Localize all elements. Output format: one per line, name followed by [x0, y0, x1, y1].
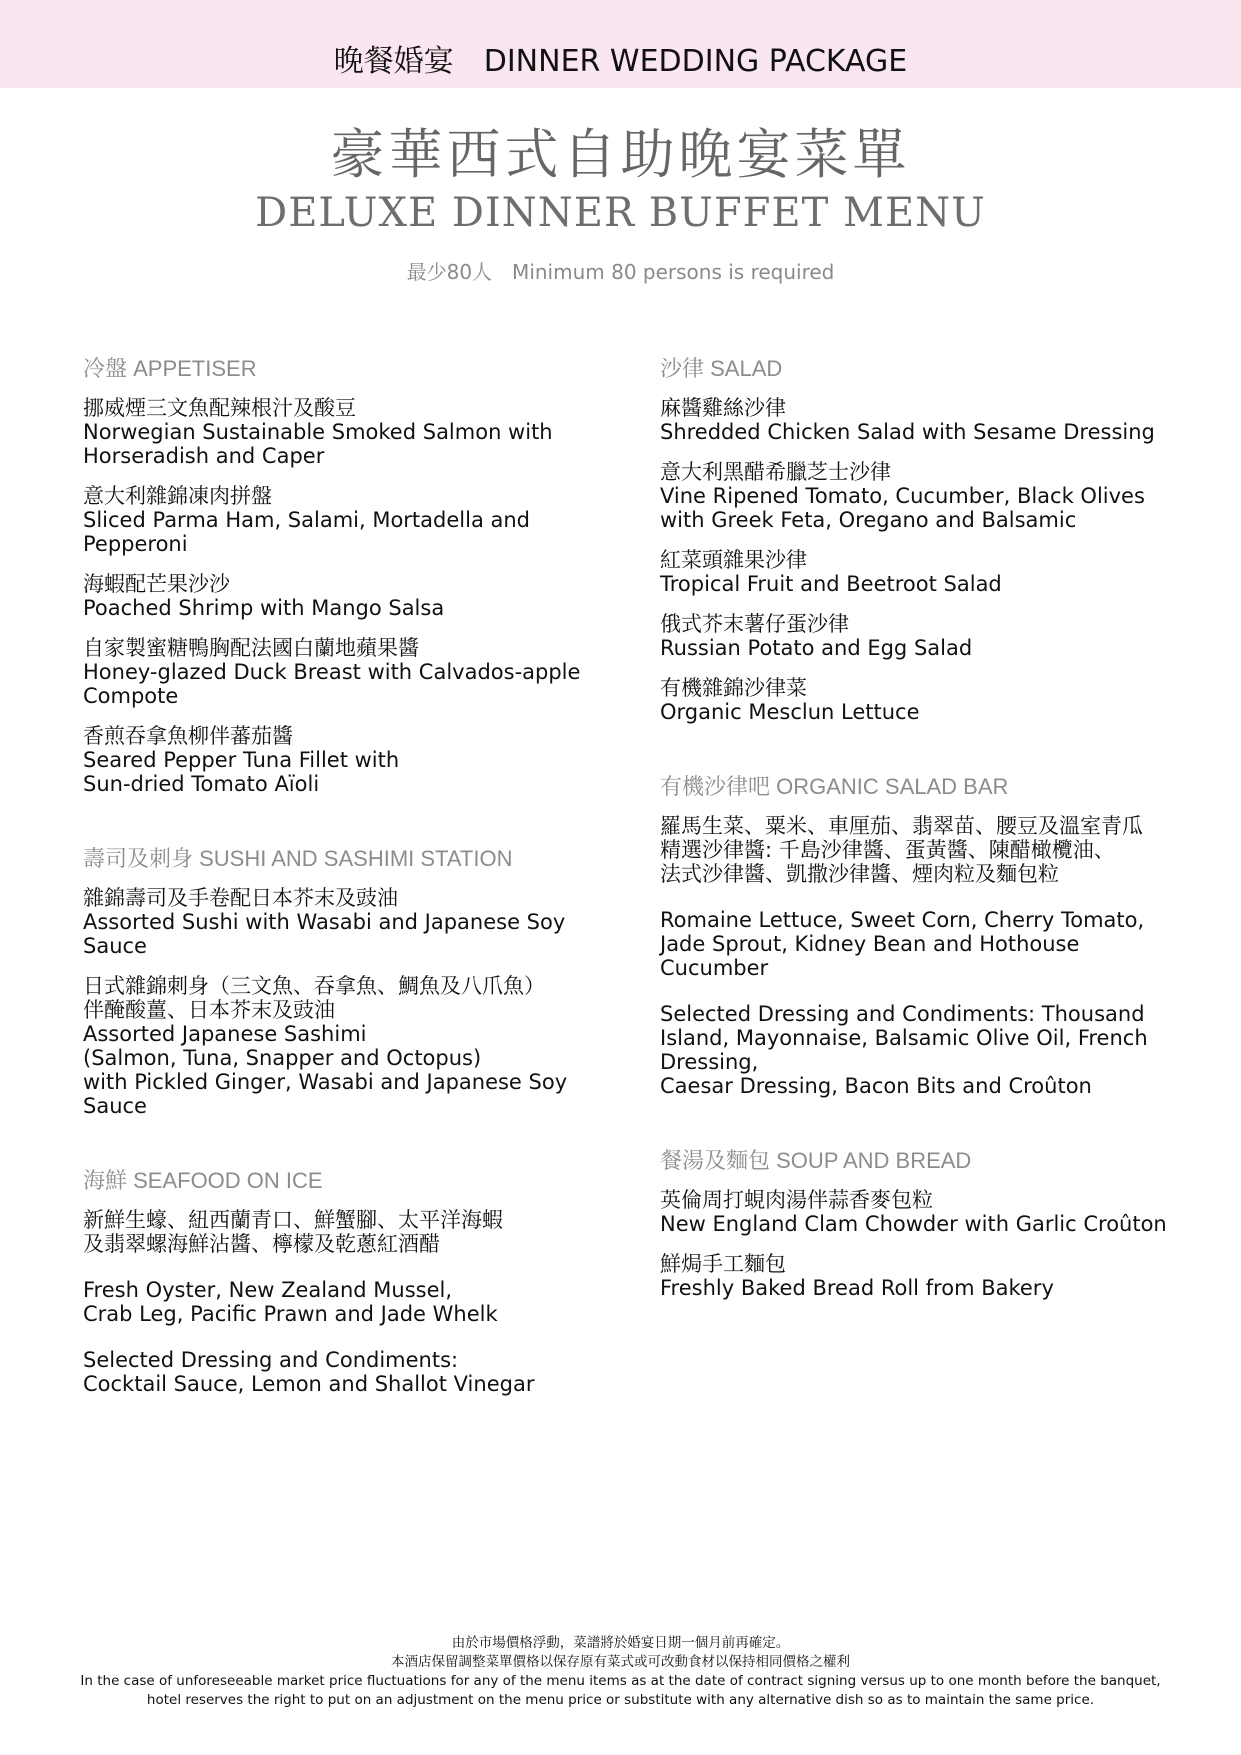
dish-name-english: Russian Potato and Egg Salad: [660, 636, 973, 660]
dish-name-english: Sun-dried Tomato Aïoli: [83, 772, 320, 796]
dish-name-english: Island, Mayonnaise, Balsamic Olive Oil, French: [660, 1026, 1148, 1050]
dish-name-english: with Pickled Ginger, Wasabi and Japanese Soy: [83, 1070, 568, 1094]
dish-name-english: Caesar Dressing, Bacon Bits and Croûton: [660, 1074, 1092, 1098]
menu-item: [83, 636, 623, 708]
dish-name-english: Sauce: [83, 1094, 147, 1118]
menu-item: [83, 974, 623, 1118]
dish-name-english: Fresh Oyster, New Zealand Mussel,: [83, 1278, 453, 1302]
menu-items: [660, 1188, 1220, 1300]
dish-name-chinese: 香煎吞拿魚柳伴蕃茄醬: [83, 724, 293, 748]
disclaimer-line: 由於市場價格浮動，菜譜將於婚宴日期一個月前再確定。: [451, 1635, 790, 1651]
section-heading: 冷盤 APPETISER: [83, 356, 257, 381]
dish-name-chinese: 麻醬雞絲沙律: [660, 396, 786, 420]
dish-name-chinese: 英倫周打蜆肉湯伴蒜香麥包粒: [660, 1188, 933, 1212]
right-column: [660, 354, 1220, 1348]
seafood-section: [83, 1166, 623, 1396]
dish-name-english: with Greek Feta, Oregano and Balsamic: [660, 508, 1077, 532]
menu-title-english: DELUXE DINNER BUFFET MENU: [255, 190, 986, 236]
disclaimer-line: 本酒店保留調整菜單價格以保存原有菜式或可改動食材以保持相同價格之權利: [391, 1654, 850, 1670]
dish-name-english: Cucumber: [660, 956, 769, 980]
dish-name-chinese: 鮮焗手工麵包: [660, 1252, 786, 1276]
dish-name-english: New England Clam Chowder with Garlic Croûton: [660, 1212, 1167, 1236]
dish-name-english: Assorted Japanese Sashimi: [83, 1022, 367, 1046]
section-heading: 沙律 SALAD: [660, 356, 783, 381]
menu-item: [660, 676, 1220, 724]
section-heading: 海鮮 SEAFOOD ON ICE: [83, 1168, 323, 1193]
dish-name-english: Tropical Fruit and Beetroot Salad: [660, 572, 1002, 596]
disclaimer-line: In the case of unforeseeable market price fluctuations for any of the menu items as at the date of contract signing versus up to one month before the banquet,: [80, 1673, 1161, 1689]
menu-item: [660, 612, 1220, 660]
dish-name-english: Sauce: [83, 934, 147, 958]
menu-items: [83, 886, 623, 1118]
menu-title-chinese: 豪華西式自助晚宴菜單: [330, 123, 911, 186]
dish-name-english: Poached Shrimp with Mango Salsa: [83, 596, 445, 620]
minimum-persons-note: 最少80人 Minimum 80 persons is required: [406, 260, 835, 284]
menu-paragraph: [83, 1278, 623, 1326]
menu-paragraph: [83, 1348, 623, 1396]
soup-bread-section: [660, 1146, 1220, 1300]
dish-name-chinese: 及翡翠螺海鮮沾醬、檸檬及乾蔥紅酒醋: [83, 1232, 440, 1256]
menu-item: [660, 1188, 1220, 1236]
menu-paragraph: [83, 1208, 623, 1256]
salad-section: [660, 354, 1220, 724]
dish-name-chinese: 法式沙律醬、凱撒沙律醬、煙肉粒及麵包粒: [660, 862, 1059, 886]
dish-name-english: Shredded Chicken Salad with Sesame Dressing: [660, 420, 1155, 444]
section-heading: 有機沙律吧 ORGANIC SALAD BAR: [660, 774, 1009, 799]
dish-name-chinese: 精選沙律醬: 千島沙律醬、蛋黃醬、陳醋橄欖油、: [660, 838, 1115, 862]
dish-name-english: Organic Mesclun Lettuce: [660, 700, 920, 724]
menu-paragraph: [660, 908, 1220, 980]
menu-items: [83, 396, 623, 796]
dish-name-chinese: 羅馬生菜、粟米、車厘茄、翡翠苗、腰豆及溫室青瓜: [660, 814, 1143, 838]
price-disclaimer: [0, 1634, 1241, 1710]
dish-name-english: Cocktail Sauce, Lemon and Shallot Vinegar: [83, 1372, 535, 1396]
dish-name-english: Romaine Lettuce, Sweet Corn, Cherry Tomato,: [660, 908, 1145, 932]
dish-name-english: Selected Dressing and Condiments: Thousand: [660, 1002, 1145, 1026]
dish-name-english: Sliced Parma Ham, Salami, Mortadella and: [83, 508, 531, 532]
dish-name-chinese: 意大利黑醋希臘芝士沙律: [660, 460, 891, 484]
dish-name-english: Pepperoni: [83, 532, 188, 556]
menu-item: [83, 886, 623, 958]
dish-name-chinese: 日式雜錦刺身（三文魚、吞拿魚、鯛魚及八爪魚）: [83, 974, 545, 998]
dish-name-english: (Salmon, Tuna, Snapper and Octopus): [83, 1046, 482, 1070]
dish-name-chinese: 海蝦配芒果沙沙: [83, 572, 230, 596]
menu-item: [83, 572, 623, 620]
salad-bar-section: [660, 772, 1220, 1098]
left-column: [83, 354, 623, 1444]
menu-items: [660, 396, 1220, 724]
menu-paragraph: [660, 814, 1220, 886]
dish-name-english: Seared Pepper Tuna Fillet with: [83, 748, 400, 772]
dish-name-english: Assorted Sushi with Wasabi and Japanese Soy: [83, 910, 566, 934]
dish-name-english: Honey-glazed Duck Breast with Calvados-apple: [83, 660, 581, 684]
appetiser-section: [83, 354, 623, 796]
menu-item: [660, 460, 1220, 532]
dish-name-chinese: 有機雜錦沙律菜: [660, 676, 807, 700]
menu-item: [660, 1252, 1220, 1300]
package-title: 晚餐婚宴 DINNER WEDDING PACKAGE: [333, 44, 908, 79]
section-heading: 餐湯及麵包 SOUP AND BREAD: [660, 1148, 972, 1173]
dish-name-english: Horseradish and Caper: [83, 444, 325, 468]
dish-name-english: Vine Ripened Tomato, Cucumber, Black Olives: [660, 484, 1145, 508]
menu-paragraphs: [83, 1208, 623, 1396]
dish-name-chinese: 伴醃酸薑、日本芥末及豉油: [83, 998, 335, 1022]
dish-name-chinese: 新鮮生蠔、紐西蘭青口、鮮蟹腳、太平洋海蝦: [83, 1208, 503, 1232]
dish-name-chinese: 意大利雜錦凍肉拼盤: [83, 484, 272, 508]
menu-item: [660, 396, 1220, 444]
dish-name-chinese: 雜錦壽司及手卷配日本芥末及豉油: [83, 886, 398, 910]
menu-paragraph: [660, 1002, 1220, 1098]
menu-item: [83, 724, 623, 796]
dish-name-english: Compote: [83, 684, 179, 708]
dish-name-english: Selected Dressing and Condiments:: [83, 1348, 459, 1372]
menu-item: [83, 484, 623, 556]
dish-name-chinese: 俄式芥末薯仔蛋沙律: [660, 612, 849, 636]
header-band: [0, 0, 1241, 88]
dish-name-english: Jade Sprout, Kidney Bean and Hothouse: [660, 932, 1080, 956]
menu-item: [83, 396, 623, 468]
dish-name-english: Freshly Baked Bread Roll from Bakery: [660, 1276, 1054, 1300]
dish-name-english: Dressing,: [660, 1050, 759, 1074]
dish-name-chinese: 紅菜頭雜果沙律: [660, 548, 807, 572]
disclaimer-line: hotel reserves the right to put on an adjustment on the menu price or substitute with any alternative dish so as to maintain the same price.: [146, 1692, 1095, 1708]
dish-name-chinese: 自家製蜜糖鴨胸配法國白蘭地蘋果醬: [83, 636, 419, 660]
section-heading: 壽司及刺身 SUSHI AND SASHIMI STATION: [83, 846, 513, 871]
sushi-section: [83, 844, 623, 1118]
dish-name-english: Crab Leg, Pacific Prawn and Jade Whelk: [83, 1302, 498, 1326]
menu-item: [660, 548, 1220, 596]
dish-name-chinese: 挪威煙三文魚配辣根汁及酸豆: [83, 396, 356, 420]
menu-paragraphs: [660, 814, 1220, 1098]
dish-name-english: Norwegian Sustainable Smoked Salmon with: [83, 420, 553, 444]
